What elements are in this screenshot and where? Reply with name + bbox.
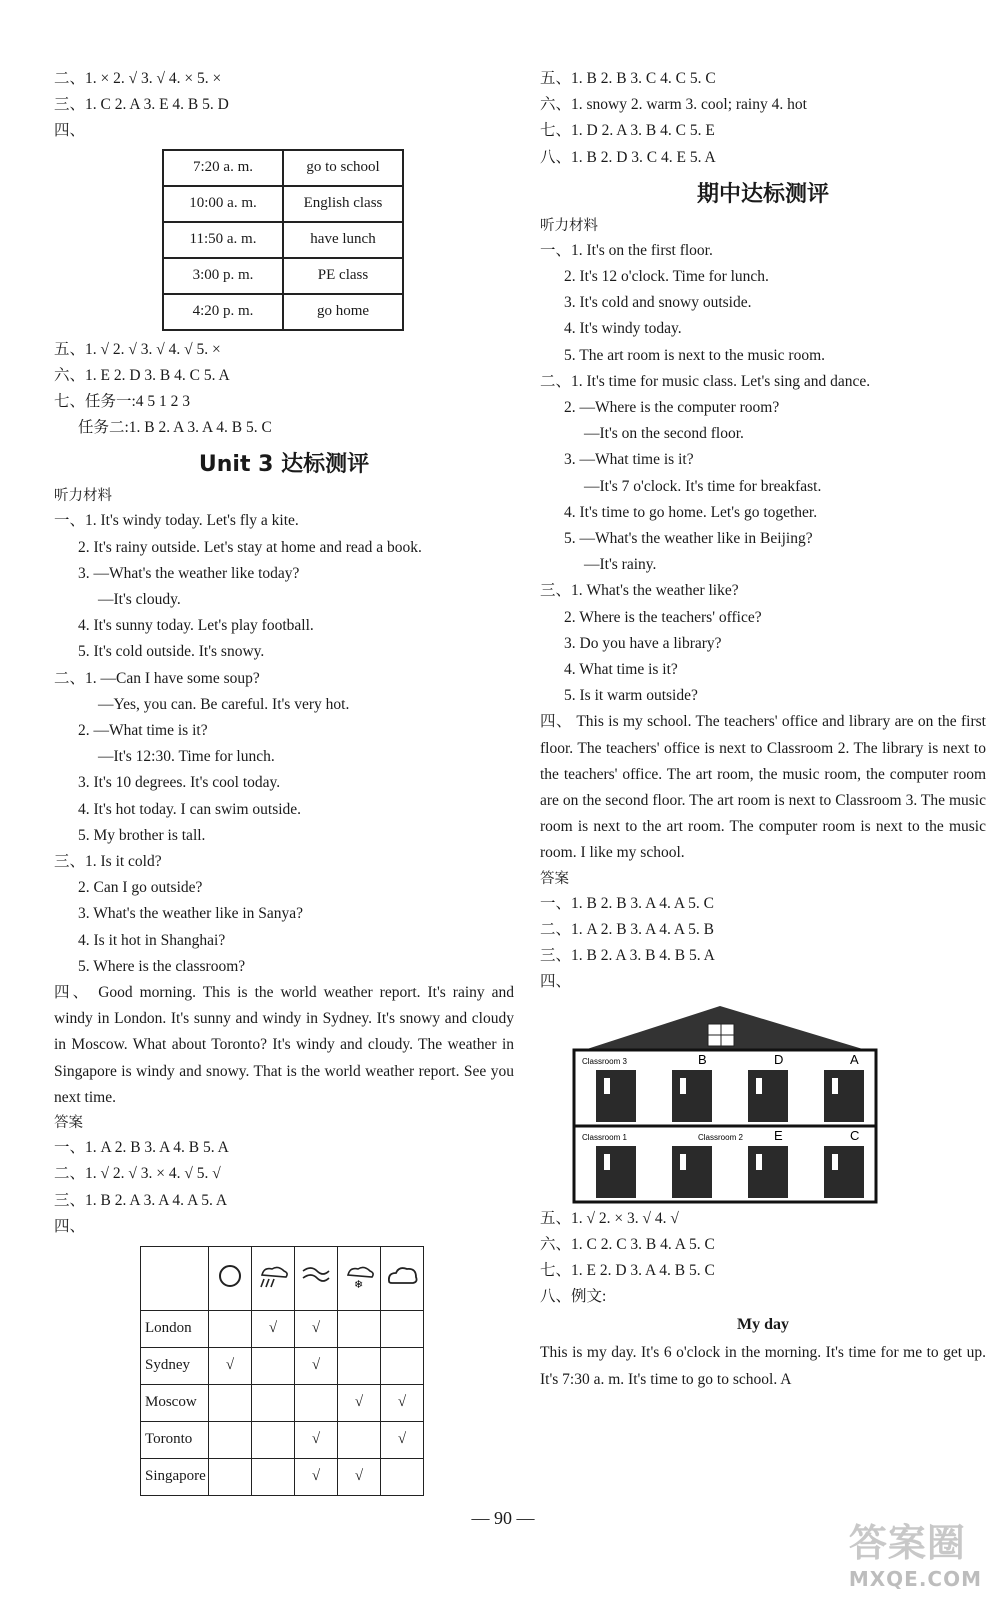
weather-mark xyxy=(338,1347,381,1384)
answers-list xyxy=(54,1135,514,1240)
classroom-door xyxy=(596,1146,636,1198)
answer-line: 七、任务一:4 5 1 2 3 xyxy=(54,393,191,411)
left-top-answers xyxy=(54,66,514,145)
cloudy-icon xyxy=(385,1277,419,1293)
weather-mark: √ xyxy=(381,1421,424,1458)
watermark-url: MXQE.COM xyxy=(848,1567,982,1591)
door-window xyxy=(604,1154,610,1170)
listening-line: 5. —What's the weather like in Beijing? xyxy=(564,530,813,548)
left-after-table xyxy=(54,337,514,416)
listening-line: 5. Is it warm outside? xyxy=(564,687,698,705)
weather-mark xyxy=(252,1458,295,1495)
listening-line: —It's 7 o'clock. It's time for breakfast. xyxy=(584,477,822,495)
weather-row xyxy=(141,1347,424,1384)
rainy-icon xyxy=(256,1277,290,1293)
room-label: D xyxy=(774,1051,784,1067)
weather-mark: √ xyxy=(295,1421,338,1458)
weather-city: Sydney xyxy=(141,1347,209,1384)
answer-line: 六、1. E 2. D 3. B 4. C 5. A xyxy=(54,366,230,384)
classroom-door xyxy=(824,1070,864,1122)
door-window xyxy=(756,1078,762,1094)
weather-icon-cell xyxy=(252,1246,295,1310)
school-building-figure xyxy=(570,1000,880,1206)
answers-label: 答案 xyxy=(54,1115,83,1132)
answer-line: 一、1. B 2. B 3. A 4. A 5. C xyxy=(540,894,714,912)
door-window xyxy=(604,1078,610,1094)
answer-line: 一、1. A 2. B 3. A 4. B 5. A xyxy=(54,1139,229,1157)
schedule-time: 7:20 a. m. xyxy=(163,150,283,186)
weather-row xyxy=(141,1421,424,1458)
listening-line: 2. —Where is the computer room? xyxy=(564,399,780,417)
classroom-door xyxy=(748,1146,788,1198)
weather-city: Moscow xyxy=(141,1384,209,1421)
listening-line: 3. It's cold and snowy outside. xyxy=(564,294,752,312)
room-label: Classroom 1 xyxy=(582,1132,627,1142)
weather-mark xyxy=(209,1421,252,1458)
answer-line: 八、1. B 2. D 3. C 4. E 5. A xyxy=(540,148,716,166)
schedule-time: 11:50 a. m. xyxy=(163,222,283,258)
weather-mark xyxy=(381,1458,424,1495)
weather-icon-cell xyxy=(209,1246,252,1310)
room-label: C xyxy=(850,1127,860,1143)
classroom-door xyxy=(748,1070,788,1122)
weather-mark: √ xyxy=(295,1347,338,1384)
room-label: B xyxy=(698,1051,707,1067)
answer-line: 八、例文: xyxy=(540,1288,607,1306)
listening-line: 二、1. It's time for music class. Let's sing and dance. xyxy=(540,372,871,390)
listening-line: 4. It's hot today. I can swim outside. xyxy=(78,800,302,818)
schedule-row xyxy=(163,186,403,222)
listening-line: —It's on the second floor. xyxy=(584,425,744,443)
room-label: Classroom 3 xyxy=(582,1056,627,1066)
schedule-row xyxy=(163,150,403,186)
weather-row xyxy=(141,1458,424,1495)
weather-mark xyxy=(381,1310,424,1347)
listening-line: 3. —What time is it? xyxy=(564,451,694,469)
weather-header-row xyxy=(141,1246,424,1310)
schedule-activity: PE class xyxy=(283,258,403,294)
answer-line: 六、1. snowy 2. warm 3. cool; rainy 4. hot xyxy=(540,96,807,114)
door-window xyxy=(680,1078,686,1094)
listening-line: 4. What time is it? xyxy=(564,661,678,679)
weather-mark xyxy=(252,1384,295,1421)
door-window xyxy=(832,1154,838,1170)
weather-mark xyxy=(338,1421,381,1458)
answers-label-right: 答案 xyxy=(540,870,569,887)
listening-line: 4. Is it hot in Shanghai? xyxy=(78,931,226,949)
schedule-time: 4:20 p. m. xyxy=(163,294,283,330)
room-label: Classroom 2 xyxy=(698,1132,743,1142)
answer-line: 三、1. B 2. A 3. A 4. A 5. A xyxy=(54,1191,228,1209)
watermark-logo: 答案圈 xyxy=(848,1521,966,1565)
listening-line: 一、1. It's windy today. Let's fly a kite. xyxy=(54,512,299,530)
answer-line: 五、1. √ 2. × 3. √ 4. √ xyxy=(540,1209,679,1227)
listening-label: 听力材料 xyxy=(54,488,112,505)
answer-line: 五、1. B 2. B 3. C 4. C 5. C xyxy=(540,70,716,87)
answer-line: 二、1. √ 2. √ 3. × 4. √ 5. √ xyxy=(54,1165,221,1183)
listening-line: 2. Can I go outside? xyxy=(78,879,203,897)
weather-corner-cell xyxy=(141,1246,209,1310)
listening-line: 4. It's windy today. xyxy=(564,320,682,338)
answer-line: 二、1. × 2. √ 3. √ 4. × 5. × xyxy=(54,70,222,87)
weather-icon-cell xyxy=(295,1246,338,1310)
watermark xyxy=(849,1512,982,1591)
right-after-building xyxy=(540,1206,986,1311)
right-top-answers xyxy=(540,66,986,171)
weather-mark xyxy=(381,1347,424,1384)
weather-city: Singapore xyxy=(141,1458,209,1495)
schedule-table xyxy=(162,149,404,331)
listening-line: 二、1. —Can I have some soup? xyxy=(54,669,260,687)
weather-icon-cell xyxy=(338,1246,381,1310)
school-description: 四、 This is my school. The teachers' office and library are on the first floor. The teachers' office is next to Classroom 2. The library is next to the teachers' office. The art room, the music room, the computer room are on the second floor. The art room is next to Classroom 3. The music room is next to the art room. The computer room is next to the music room. I like my school. xyxy=(540,713,986,862)
page-number: — 90 — xyxy=(471,1508,535,1528)
answer-line: 二、1. A 2. B 3. A 4. A 5. B xyxy=(540,920,714,938)
left-column xyxy=(54,66,514,1496)
essay-text: This is my day. It's 6 o'clock in the morning. It's time for me to get up. It's 7:30 a. m. It's time to go to school. A xyxy=(540,1344,986,1388)
listening-material-right xyxy=(540,238,986,710)
weather-mark xyxy=(209,1384,252,1421)
door-window xyxy=(756,1154,762,1170)
schedule-row xyxy=(163,294,403,330)
listening-line: 3. Do you have a library? xyxy=(564,634,722,652)
weather-mark: √ xyxy=(252,1310,295,1347)
svg-text:❄: ❄ xyxy=(354,1277,364,1289)
listening-line: 三、1. Is it cold? xyxy=(54,853,162,871)
listening-material xyxy=(54,508,514,980)
listening-line: 5. It's cold outside. It's snowy. xyxy=(78,643,265,661)
answer-line: 七、1. D 2. A 3. B 4. C 5. E xyxy=(540,122,715,140)
listening-label-right: 听力材料 xyxy=(540,217,598,234)
listening-line: —Yes, you can. Be careful. It's very hot. xyxy=(98,695,350,713)
weather-mark xyxy=(209,1458,252,1495)
listening-line: 3. It's 10 degrees. It's cool today. xyxy=(78,774,281,792)
sunny-icon xyxy=(217,1277,243,1293)
windy-icon xyxy=(299,1277,333,1293)
answer-line: 六、1. C 2. C 3. B 4. A 5. C xyxy=(540,1235,715,1253)
classroom-door xyxy=(672,1146,712,1198)
schedule-row xyxy=(163,222,403,258)
weather-mark: √ xyxy=(295,1310,338,1347)
listening-line: 2. Where is the teachers' office? xyxy=(564,608,762,626)
listening-line: 2. It's rainy outside. Let's stay at home and read a book. xyxy=(78,538,422,556)
unit3-heading: Unit 3 达标测评 xyxy=(198,452,370,478)
schedule-time: 10:00 a. m. xyxy=(163,186,283,222)
door-window xyxy=(832,1078,838,1094)
weather-report: 四、 Good morning. This is the world weather report. It's rainy and windy in London. It's sunny and windy in Sydney. It's snowy and cloudy in Moscow. What about Toronto? It's windy and cloudy. The weather in Singapore is windy and snowy. That is the world weather report. See you next time. xyxy=(54,984,514,1106)
weather-mark: √ xyxy=(381,1384,424,1421)
task-two-line: 任务二:1. B 2. A 3. A 4. B 5. C xyxy=(78,419,272,437)
listening-line: 5. My brother is tall. xyxy=(78,826,206,844)
listening-line: —It's rainy. xyxy=(584,556,657,574)
answer-line: 五、1. √ 2. √ 3. √ 4. √ 5. × xyxy=(54,340,221,358)
answers-list-right xyxy=(540,891,986,996)
weather-icon-cell xyxy=(381,1246,424,1310)
listening-line: 三、1. What's the weather like? xyxy=(540,582,739,600)
listening-line: 5. The art room is next to the music room. xyxy=(564,346,826,364)
listening-line: 3. —What's the weather like today? xyxy=(78,564,300,582)
weather-row xyxy=(141,1384,424,1421)
essay-title: My day xyxy=(737,1316,789,1334)
schedule-row xyxy=(163,258,403,294)
answer-line: 三、1. C 2. A 3. E 4. B 5. D xyxy=(54,96,229,114)
listening-line: 4. It's sunny today. Let's play football. xyxy=(78,617,314,635)
classroom-door xyxy=(672,1070,712,1122)
weather-mark xyxy=(295,1384,338,1421)
classroom-door xyxy=(824,1146,864,1198)
answer-line: 七、1. E 2. D 3. A 4. B 5. C xyxy=(540,1261,715,1279)
answer-line: 四、 xyxy=(540,973,572,991)
classroom-door xyxy=(596,1070,636,1122)
weather-city: London xyxy=(141,1310,209,1347)
listening-line: 2. It's 12 o'clock. Time for lunch. xyxy=(564,268,769,286)
right-column xyxy=(540,66,986,1393)
weather-mark: √ xyxy=(338,1384,381,1421)
weather-table xyxy=(140,1246,424,1496)
listening-line: 2. —What time is it? xyxy=(78,722,208,740)
schedule-time: 3:00 p. m. xyxy=(163,258,283,294)
weather-mark xyxy=(252,1347,295,1384)
schedule-activity: go home xyxy=(283,294,403,330)
weather-mark xyxy=(252,1421,295,1458)
answer-line: 四、 xyxy=(54,1217,86,1235)
weather-mark xyxy=(209,1310,252,1347)
listening-line: 4. It's time to go home. Let's go together. xyxy=(564,503,818,521)
weather-mark: √ xyxy=(295,1458,338,1495)
weather-mark: √ xyxy=(338,1458,381,1495)
answer-line: 四、 xyxy=(54,122,86,140)
midterm-heading: 期中达标测评 xyxy=(696,181,829,207)
listening-line: —It's 12:30. Time for lunch. xyxy=(98,748,275,766)
door-window xyxy=(680,1154,686,1170)
weather-row xyxy=(141,1310,424,1347)
listening-line: 3. What's the weather like in Sanya? xyxy=(78,905,304,923)
listening-line: 5. Where is the classroom? xyxy=(78,957,246,975)
weather-mark xyxy=(338,1310,381,1347)
listening-line: 一、1. It's on the first floor. xyxy=(540,241,713,259)
answer-line: 三、1. B 2. A 3. B 4. B 5. A xyxy=(540,947,715,965)
schedule-activity: go to school xyxy=(283,150,403,186)
weather-mark: √ xyxy=(209,1347,252,1384)
room-label: A xyxy=(850,1051,859,1067)
schedule-activity: have lunch xyxy=(283,222,403,258)
listening-line: —It's cloudy. xyxy=(98,591,181,609)
weather-city: Toronto xyxy=(141,1421,209,1458)
snowy-icon xyxy=(342,1277,376,1293)
room-label: E xyxy=(774,1127,783,1143)
schedule-activity: English class xyxy=(283,186,403,222)
